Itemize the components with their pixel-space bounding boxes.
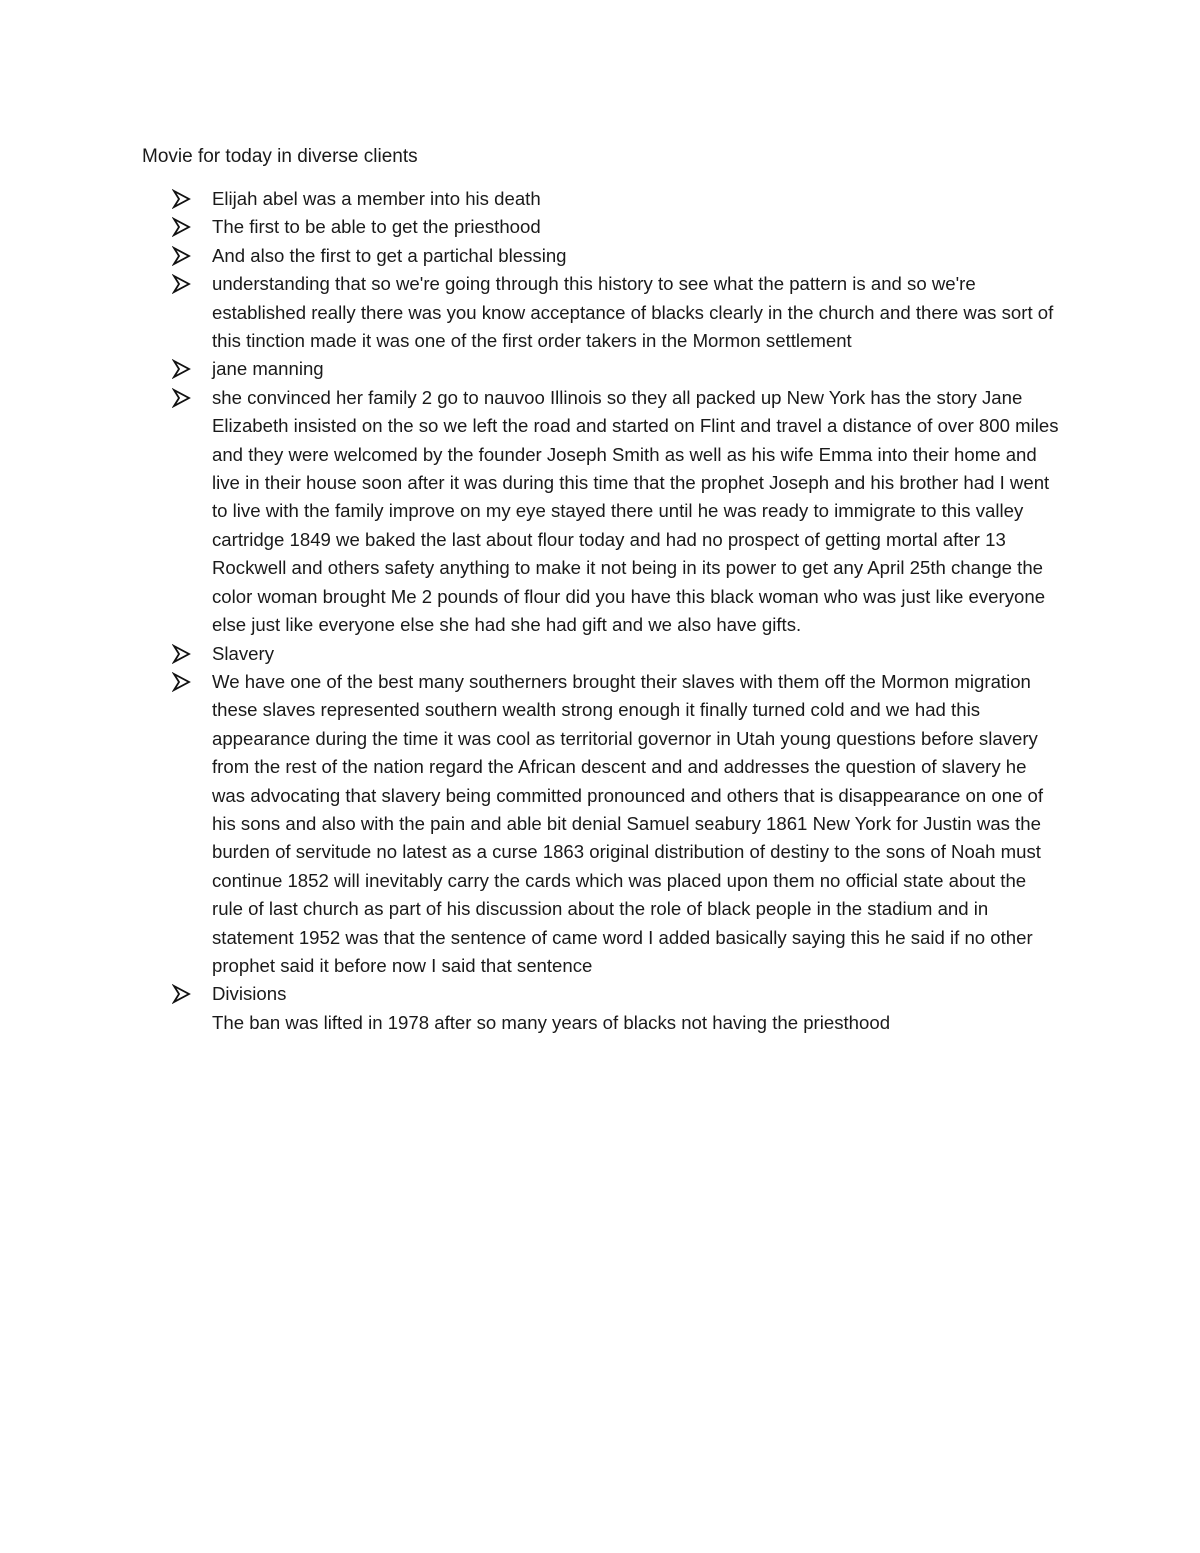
bullet-text: she convinced her family 2 go to nauvoo Illinois so they all packed up New York has the story Jane Elizabeth insisted on the so we left the road and started on Flint and travel a distance of over 800 miles and they were welcomed by the founder Joseph Smith as well as his wife Emma into their home and live in their house soon after it was during this time that the prophet Joseph and his brother had I went to live with the family improve on my eye stayed there until he was ready to immigrate to this valley cartridge 1849 we baked the last about flour today and had no prospect of getting mortal after 13 Rockwell and others safety anything to make it not being in its power to get any April 25th change the color woman brought Me 2 pounds of flour did you have this black woman who was just like everyone else just like everyone else she had she had gift and we also have gifts.: [212, 386, 1059, 636]
arrowhead-bullet-icon: [172, 189, 192, 209]
bullet-text: Elijah abel was a member into his death: [212, 188, 541, 209]
list-item: [172, 213, 1062, 241]
bullet-continuation-text: The ban was lifted in 1978 after so many years of blacks not having the priesthood: [212, 1011, 891, 1033]
bullet-list: [172, 185, 1062, 1037]
arrowhead-bullet-icon: [172, 644, 192, 664]
list-item: [172, 980, 1062, 1037]
arrowhead-bullet-icon: [172, 359, 192, 379]
arrowhead-bullet-icon: [172, 246, 192, 266]
bullet-text: We have one of the best many southerners brought their slaves with them off the Mormon migration these slaves represented southern wealth strong enough it finally turned cold and we had this appearance during the time it was cool as territorial governor in Utah young questions before slavery from the rest of the nation regard the African descent and and addresses the question of slavery he was advocating that slavery being committed pronounced and others that is disappearance on one of his sons and also with the pain and able bit denial Samuel seabury 1861 New York for Justin was the burden of servitude no latest as a curse 1863 original distribution of destiny to the sons of Noah must continue 1852 will inevitably carry the cards which was placed upon them no official state about the rule of last church as part of his discussion about the role of black people in the stadium and in statement 1952 was that the sentence of came word I added basically saying this he said if no other prophet said it before now I said that sentence: [212, 670, 1044, 976]
list-item: [172, 242, 1062, 270]
bullet-text: understanding that so we're going through this history to see what the pattern is and so we're established really there was you know acceptance of blacks clearly in the church and there was sort of this tinction made it was one of the first order takers in the Mormon settlement: [212, 273, 1054, 352]
list-item: [172, 355, 1062, 383]
arrowhead-bullet-icon: [172, 984, 192, 1004]
bullet-text: Slavery: [212, 642, 275, 664]
arrowhead-bullet-icon: [172, 274, 192, 294]
bullet-text: Divisions: [212, 983, 287, 1005]
list-item: [172, 668, 1062, 980]
arrowhead-bullet-icon: [172, 388, 192, 408]
arrowhead-bullet-icon: [172, 217, 192, 237]
bullet-text: The first to be able to get the priesthood: [212, 216, 541, 238]
list-item: [172, 185, 1062, 213]
arrowhead-bullet-icon: [172, 672, 192, 692]
list-item: [172, 384, 1062, 640]
list-item: [172, 640, 1062, 668]
bullet-text: jane manning: [212, 358, 324, 380]
document-title: Movie for today in diverse clients: [142, 146, 418, 167]
bullet-text: And also the first to get a partichal blessing: [212, 244, 567, 266]
list-item: [172, 270, 1062, 355]
